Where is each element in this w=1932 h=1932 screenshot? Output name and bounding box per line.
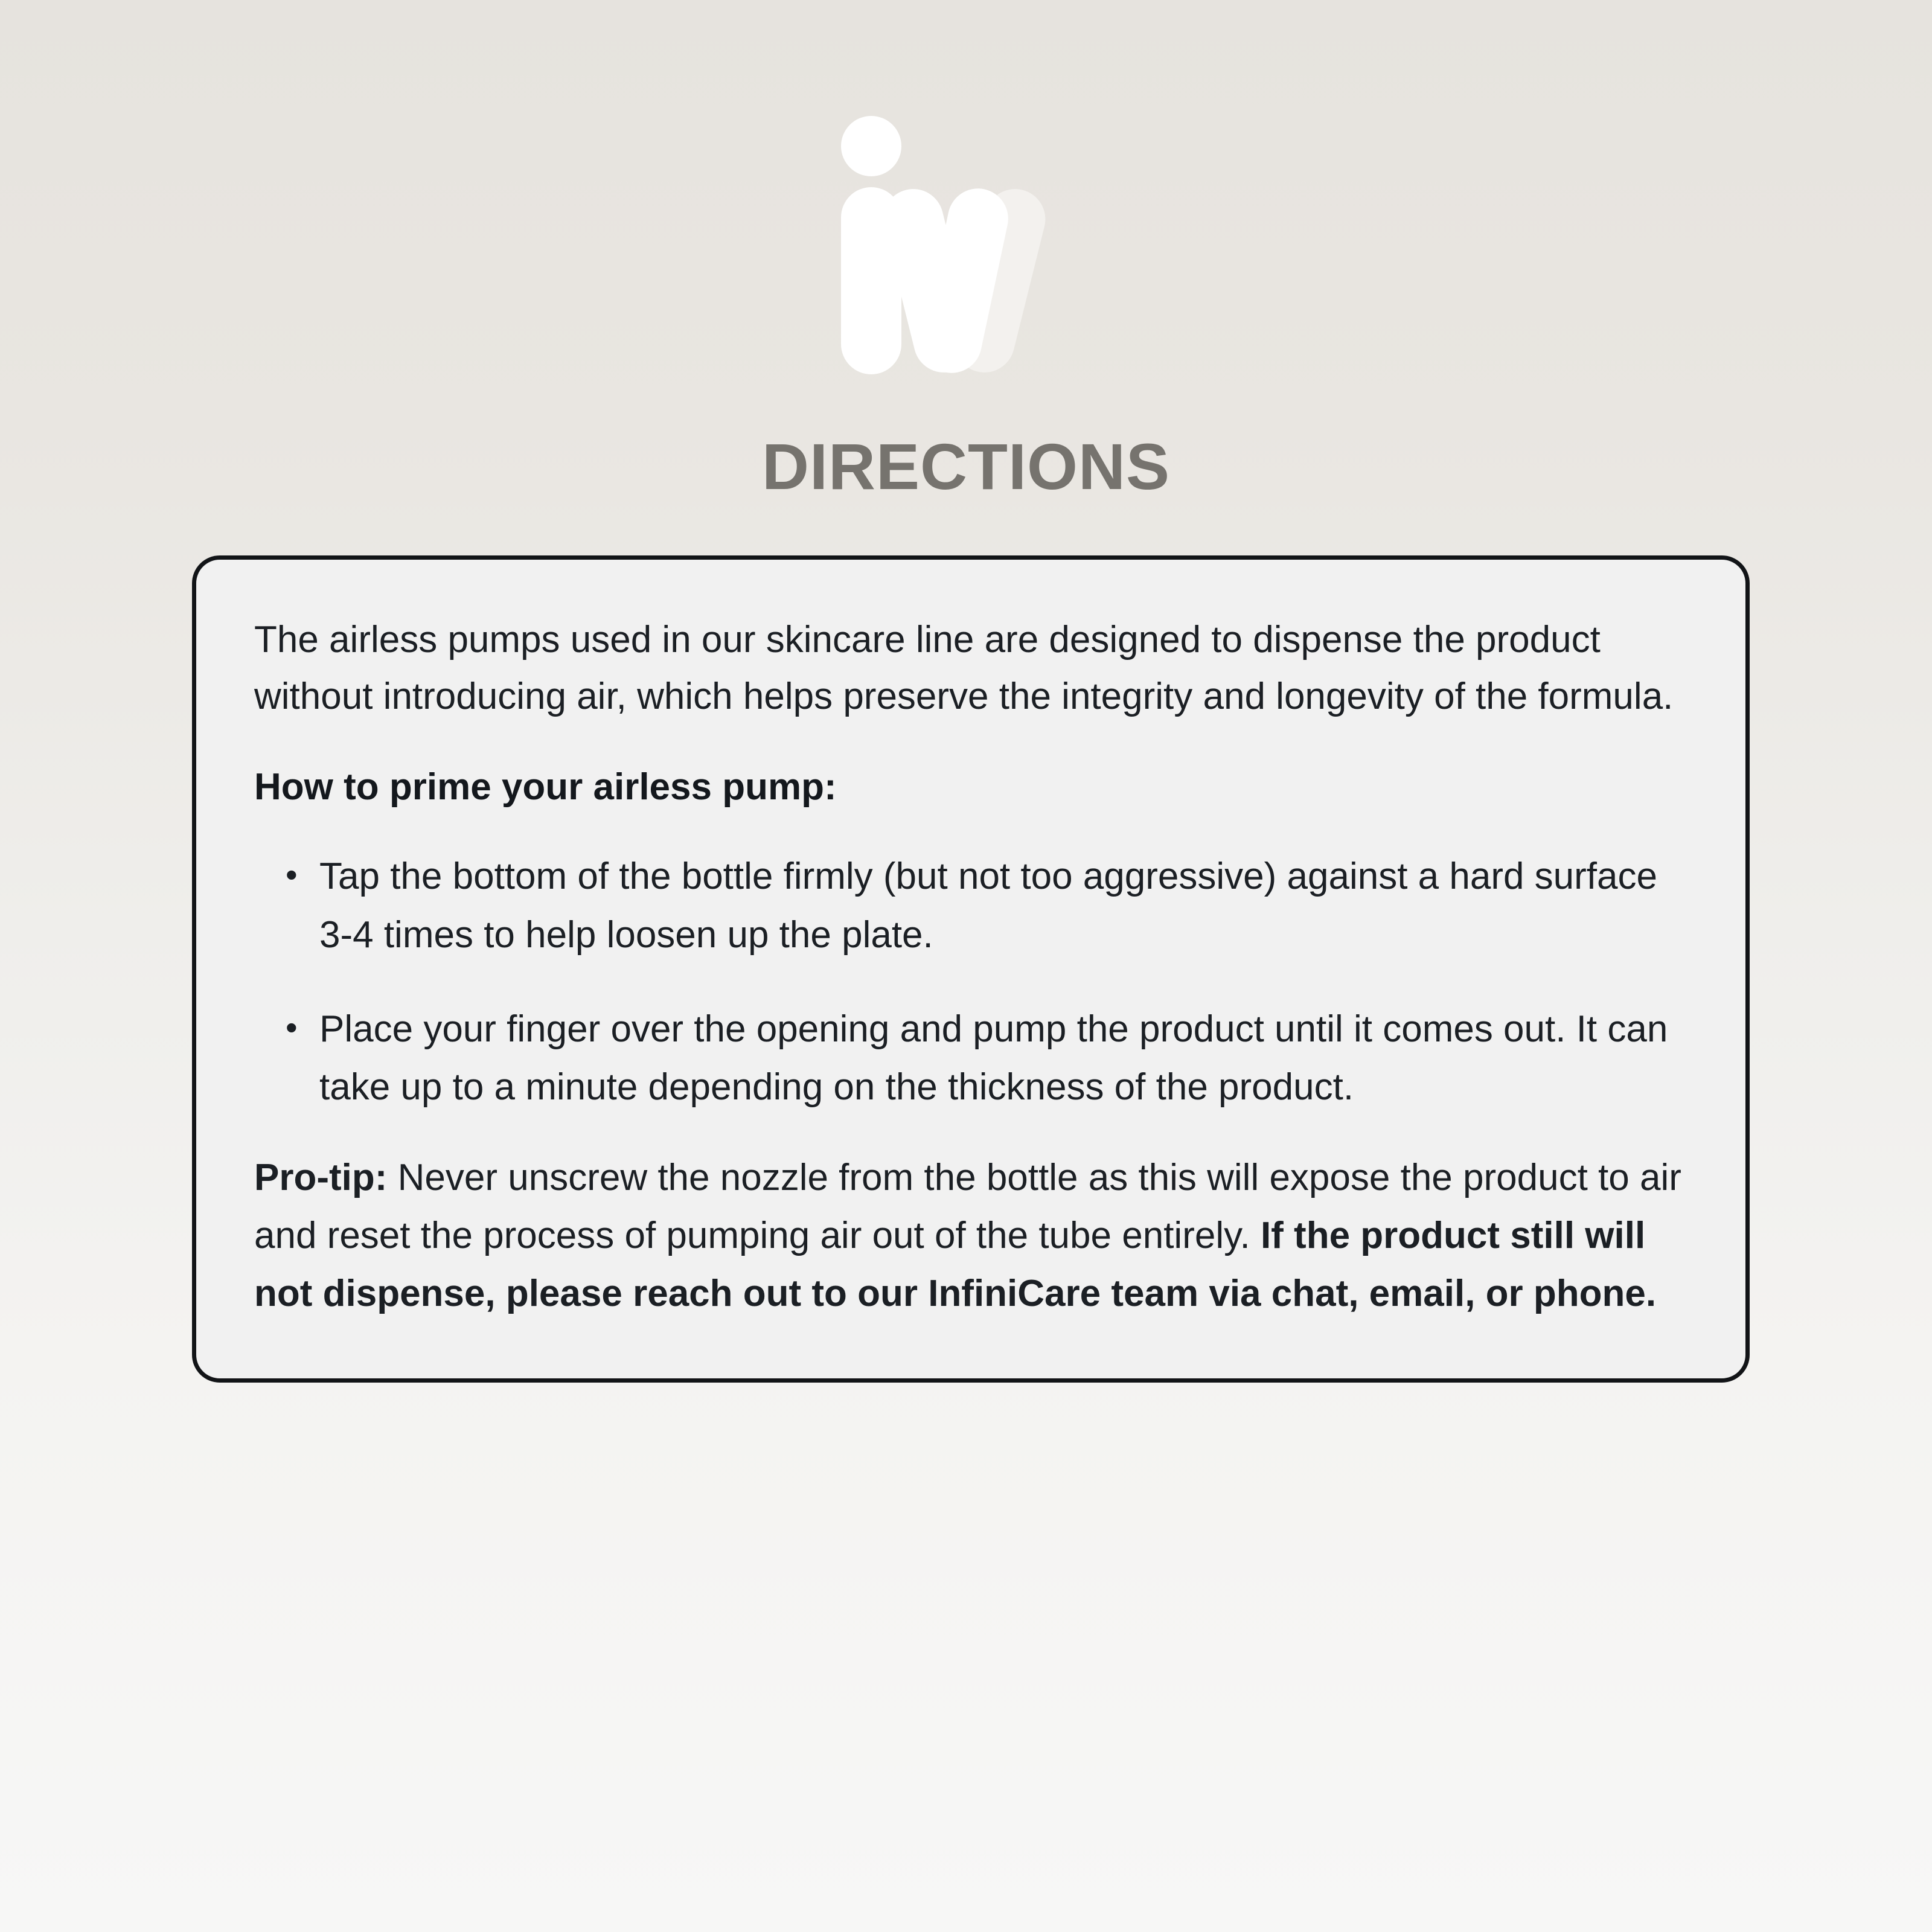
subheading: How to prime your airless pump: — [254, 766, 837, 808]
page-title: DIRECTIONS — [761, 430, 1171, 503]
bullet-icon: • — [286, 856, 298, 894]
list-item — [286, 848, 1687, 964]
pro-tip-text: Never unscrew the nozzle from the bottle as this will expose the product to air and reset the process of pumping air out of the tube entirely. — [254, 1156, 1681, 1256]
pro-tip-label: Pro-tip: — [254, 1156, 388, 1198]
list-item-text: Tap the bottom of the bottle firmly (but not too aggressive) against a hard surface 3-4 times to help loosen up the plate. — [319, 856, 1657, 956]
list-item — [286, 1000, 1687, 1116]
logo-container — [0, 115, 1932, 374]
steps-list — [254, 848, 1687, 1116]
pro-tip-emphasis: If the product still will not dispense, please reach out to our InfiniCare team via chat, email, or phone. — [254, 1214, 1657, 1315]
pro-tip-paragraph — [254, 1149, 1687, 1323]
list-item-text: Place your finger over the opening and pump the product until it comes out. It can take up to a minute depending on the thickness of the product. — [319, 1008, 1668, 1108]
intro-paragraph: The airless pumps used in our skincare line are designed to dispense the product without introducing air, which helps preserve the integrity and longevity of the formula. — [254, 619, 1674, 718]
iw-monogram-logo-icon — [827, 115, 1105, 374]
bullet-icon: • — [286, 1008, 298, 1046]
directions-card — [192, 555, 1750, 1383]
